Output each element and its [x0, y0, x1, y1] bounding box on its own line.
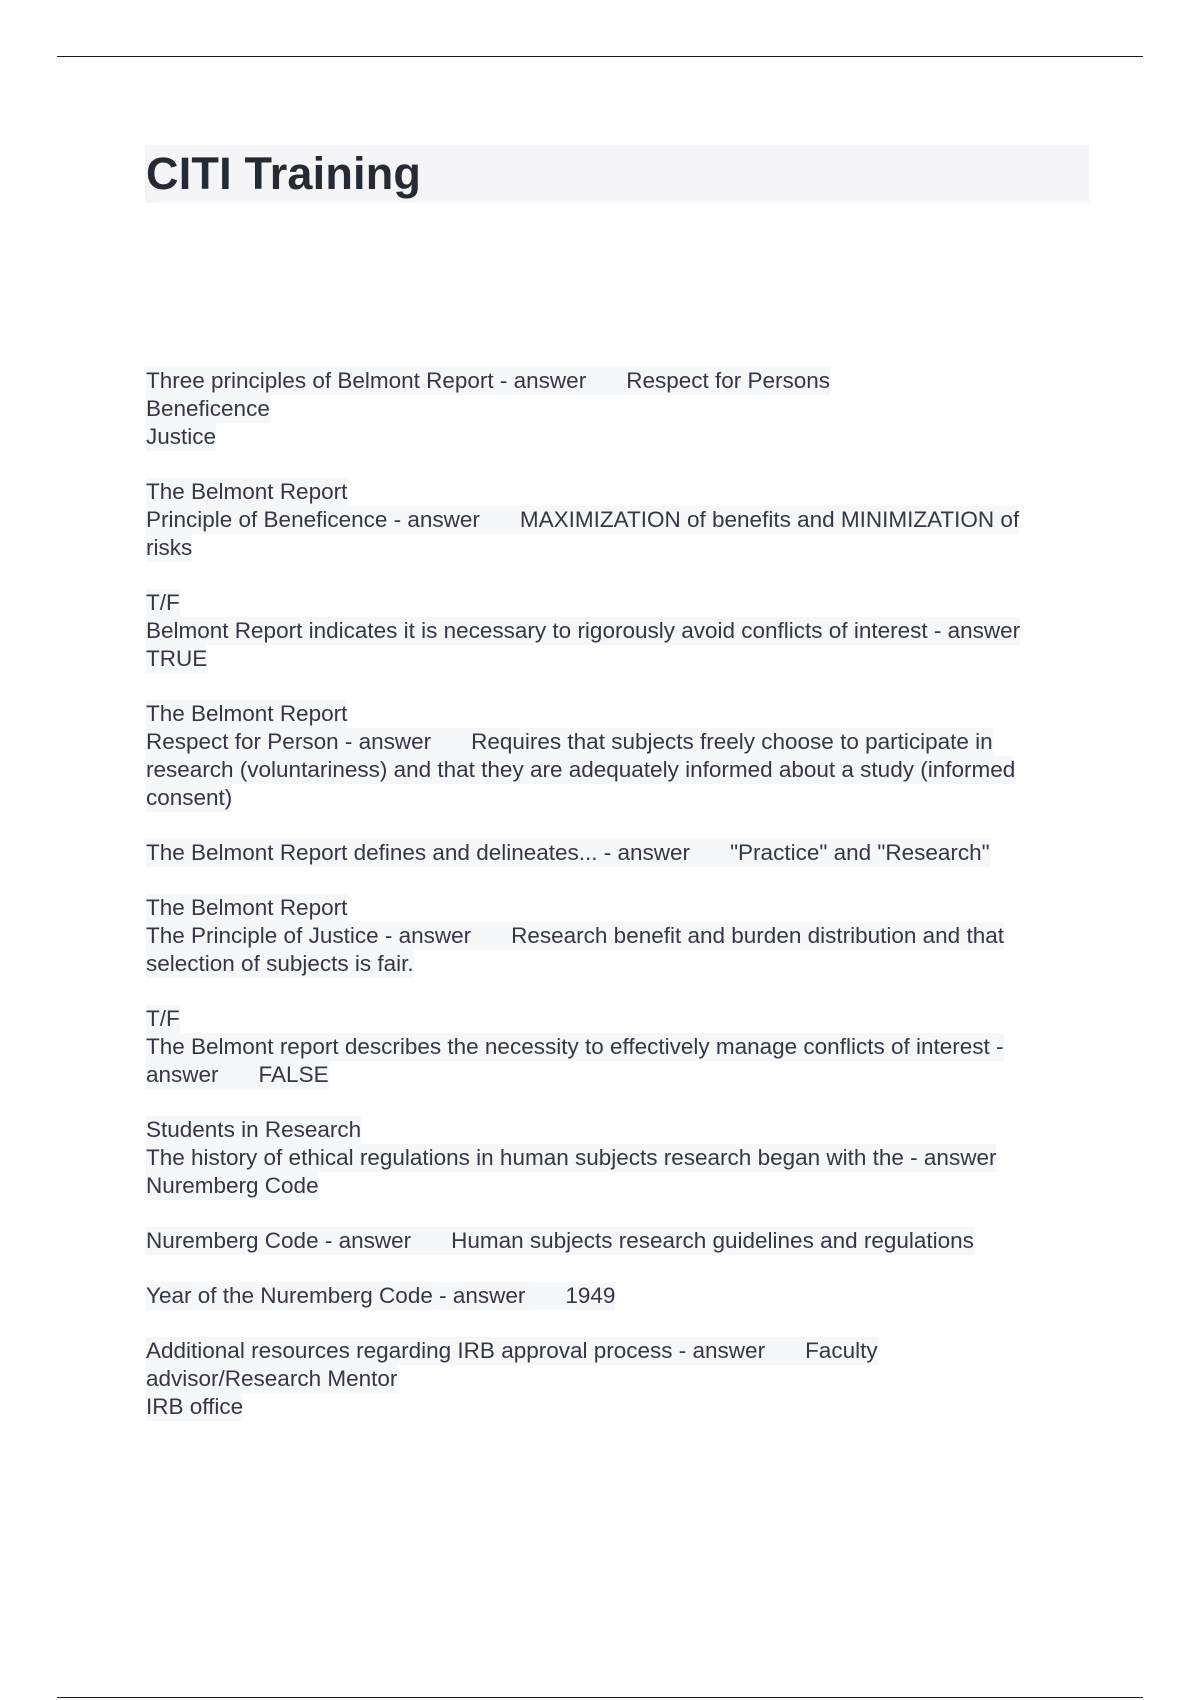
- text-line: Students in Research: [146, 1117, 362, 1142]
- qa-line: [146, 1282, 615, 1310]
- question-text: The Belmont Report defines and delineates... - answer: [146, 840, 691, 865]
- text-line: The Belmont Report: [146, 895, 348, 920]
- qa-line: [146, 1061, 329, 1089]
- qa-item: [146, 1005, 1091, 1089]
- question-text: Nuremberg Code - answer: [146, 1228, 412, 1253]
- answer-text: Faculty: [805, 1338, 878, 1363]
- text-line: consent): [146, 785, 233, 810]
- qa-line: [146, 728, 993, 756]
- text-line: Nuremberg Code: [146, 1173, 319, 1198]
- text-line: T/F: [146, 1006, 180, 1031]
- qa-item: [146, 589, 1091, 673]
- text-line: The history of ethical regulations in human subjects research began with the - answer: [146, 1145, 997, 1170]
- qa-item: [146, 478, 1091, 562]
- qa-line: [146, 839, 990, 867]
- answer-text: FALSE: [258, 1062, 329, 1087]
- qa-item: [146, 1337, 1091, 1421]
- question-text: Additional resources regarding IRB approval process - answer: [146, 1338, 766, 1363]
- question-text: Three principles of Belmont Report - answer: [146, 368, 587, 393]
- answer-text: MAXIMIZATION of benefits and MINIMIZATION of: [519, 507, 1020, 532]
- question-text: Year of the Nuremberg Code - answer: [146, 1283, 526, 1308]
- qa-list: [146, 367, 1091, 1448]
- page-title: CITI Training: [146, 148, 422, 199]
- qa-item: [146, 1116, 1091, 1200]
- text-line: Justice: [146, 424, 217, 449]
- text-line: The Belmont Report: [146, 701, 348, 726]
- text-line: Beneficence: [146, 396, 270, 421]
- qa-line: [146, 506, 1019, 534]
- text-line: T/F: [146, 590, 180, 615]
- qa-line: [146, 922, 1004, 950]
- answer-text: Human subjects research guidelines and regulations: [451, 1228, 974, 1253]
- text-line: The Belmont report describes the necessity to effectively manage conflicts of interest -: [146, 1034, 1004, 1059]
- qa-item: [146, 1282, 1091, 1310]
- bottom-rule: [57, 1697, 1143, 1698]
- question-text: The Principle of Justice - answer: [146, 923, 472, 948]
- text-line: TRUE: [146, 646, 208, 671]
- qa-item: [146, 700, 1091, 812]
- question-text: Principle of Beneficence - answer: [146, 507, 480, 532]
- qa-item: [146, 1227, 1091, 1255]
- text-line: Belmont Report indicates it is necessary to rigorously avoid conflicts of interest - answer: [146, 618, 1021, 643]
- answer-text: 1949: [565, 1283, 616, 1308]
- text-line: advisor/Research Mentor: [146, 1366, 398, 1391]
- top-rule: [57, 56, 1143, 57]
- qa-item: [146, 367, 1091, 451]
- qa-line: [146, 1227, 974, 1255]
- text-line: IRB office: [146, 1394, 244, 1419]
- qa-line: [146, 367, 830, 395]
- text-line: risks: [146, 535, 193, 560]
- question-text: answer: [146, 1062, 219, 1087]
- question-text: Respect for Person - answer: [146, 729, 432, 754]
- qa-item: [146, 839, 1091, 867]
- text-line: selection of subjects is fair.: [146, 951, 414, 976]
- qa-line: [146, 1337, 878, 1365]
- qa-item: [146, 894, 1091, 978]
- answer-text: Respect for Persons: [626, 368, 831, 393]
- text-line: The Belmont Report: [146, 479, 348, 504]
- answer-text: Research benefit and burden distribution and that: [511, 923, 1004, 948]
- answer-text: "Practice" and "Research": [730, 840, 990, 865]
- answer-text: Requires that subjects freely choose to participate in: [471, 729, 993, 754]
- text-line: research (voluntariness) and that they are adequately informed about a study (informed: [146, 757, 1016, 782]
